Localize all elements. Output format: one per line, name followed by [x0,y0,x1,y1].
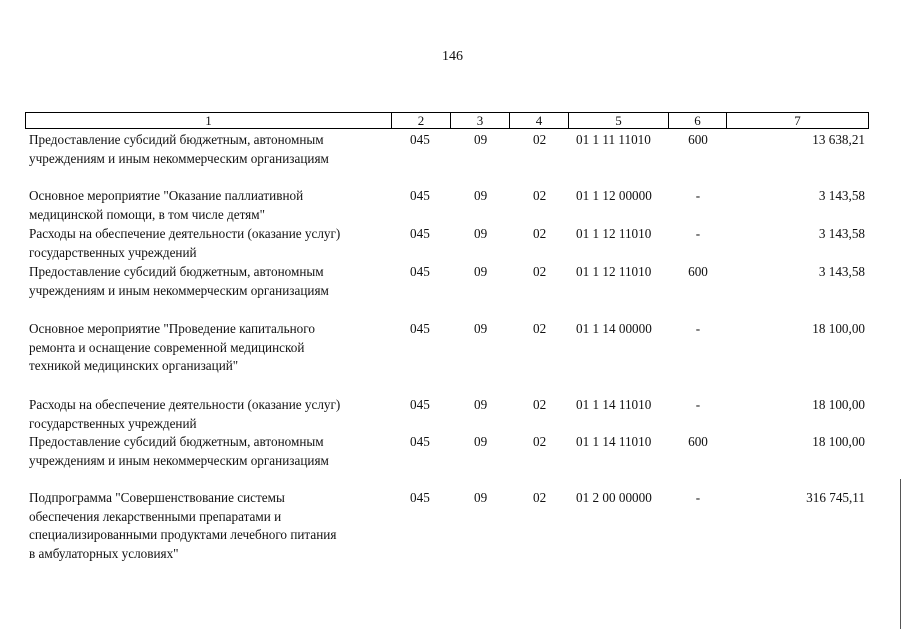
section-code: 09 [474,434,488,449]
section-code: 09 [474,321,488,336]
subsection-code: 02 [533,226,547,241]
subsection-code: 02 [533,188,547,203]
description-line: Основное мероприятие "Проведение капитального [29,321,315,336]
description-line: Основное мероприятие "Оказание паллиативной [29,188,304,203]
row-description [29,225,399,262]
ministry-code: 045 [410,321,430,336]
ministry-code: 045 [410,434,430,449]
description-line: Расходы на обеспечение деятельности (оказание услуг) [29,226,341,241]
expense-type-code: - [695,397,701,412]
scan-edge-line [900,479,901,629]
header-col-2: 2 [392,113,451,129]
header-col-3: 3 [451,113,510,129]
description-line: Расходы на обеспечение деятельности (оказание услуг) [29,397,341,412]
target-article-code: 01 1 14 00000 [576,321,652,336]
ministry-code: 045 [410,490,430,505]
amount: 13 638,21 [812,132,865,147]
description-line: учреждениям и иным некоммерческим организациям [29,150,329,166]
header-col-7: 7 [727,113,869,129]
subsection-code: 02 [533,434,547,449]
description-line: учреждениям и иным некоммерческим организациям [29,452,329,468]
section-code: 09 [474,226,488,241]
description-line: Предоставление субсидий бюджетным, автономным [29,132,324,147]
row-description [29,396,399,433]
expense-type-code: - [695,490,701,505]
expense-type-code: - [695,321,701,336]
description-line: в амбулаторных условиях" [29,545,179,561]
page-number: 146 [442,49,463,64]
description-line: специализированными продуктами лечебного питания [29,527,337,542]
section-code: 09 [474,132,488,147]
ministry-code: 045 [410,264,430,279]
amount: 3 143,58 [818,226,865,241]
ministry-code: 045 [410,226,430,241]
description-line: Предоставление субсидий бюджетным, автономным [29,434,324,449]
header-col-5: 5 [569,113,669,129]
ministry-code: 045 [410,188,430,203]
target-article-code: 01 1 12 11010 [576,264,652,279]
description-line: Подпрограмма "Совершенствование системы [29,490,285,505]
row-description [29,489,399,563]
subsection-code: 02 [533,321,547,336]
expense-type-code: 600 [688,132,708,147]
amount: 316 745,11 [806,490,865,505]
subsection-code: 02 [533,132,547,147]
expense-type-code: - [695,226,701,241]
header-col-1: 1 [26,113,392,129]
description-line: государственных учреждений [29,244,197,260]
description-line: государственных учреждений [29,415,197,431]
target-article-code: 01 1 12 00000 [576,188,652,203]
amount: 18 100,00 [812,434,865,449]
description-line: ремонта и оснащение современной медицинской [29,339,305,355]
header-col-4: 4 [510,113,569,129]
row-description [29,320,399,376]
row-description [29,433,399,470]
description-line: обеспечения лекарственными препаратами и [29,508,282,524]
amount: 18 100,00 [812,397,865,412]
ministry-code: 045 [410,132,430,147]
section-code: 09 [474,188,488,203]
description-line: учреждениям и иным некоммерческим организациям [29,282,329,298]
target-article-code: 01 1 14 11010 [576,397,652,412]
column-header-row [25,112,869,129]
description-line: медицинской помощи, в том числе детям" [29,206,265,222]
subsection-code: 02 [533,490,547,505]
expense-type-code: 600 [688,264,708,279]
target-article-code: 01 1 12 11010 [576,226,652,241]
description-line: техникой медицинских организаций" [29,358,239,373]
row-description [29,187,399,224]
target-article-code: 01 1 11 11010 [576,132,651,147]
ministry-code: 045 [410,397,430,412]
subsection-code: 02 [533,264,547,279]
target-article-code: 01 2 00 00000 [576,490,652,505]
row-description [29,131,399,168]
row-description [29,263,399,300]
section-code: 09 [474,264,488,279]
subsection-code: 02 [533,397,547,412]
expense-type-code: 600 [688,434,708,449]
header-col-6: 6 [669,113,727,129]
expense-type-code: - [695,188,701,203]
section-code: 09 [474,490,488,505]
target-article-code: 01 1 14 11010 [576,434,652,449]
amount: 18 100,00 [812,321,865,336]
amount: 3 143,58 [818,264,865,279]
section-code: 09 [474,397,488,412]
description-line: Предоставление субсидий бюджетным, автономным [29,264,324,279]
amount: 3 143,58 [818,188,865,203]
